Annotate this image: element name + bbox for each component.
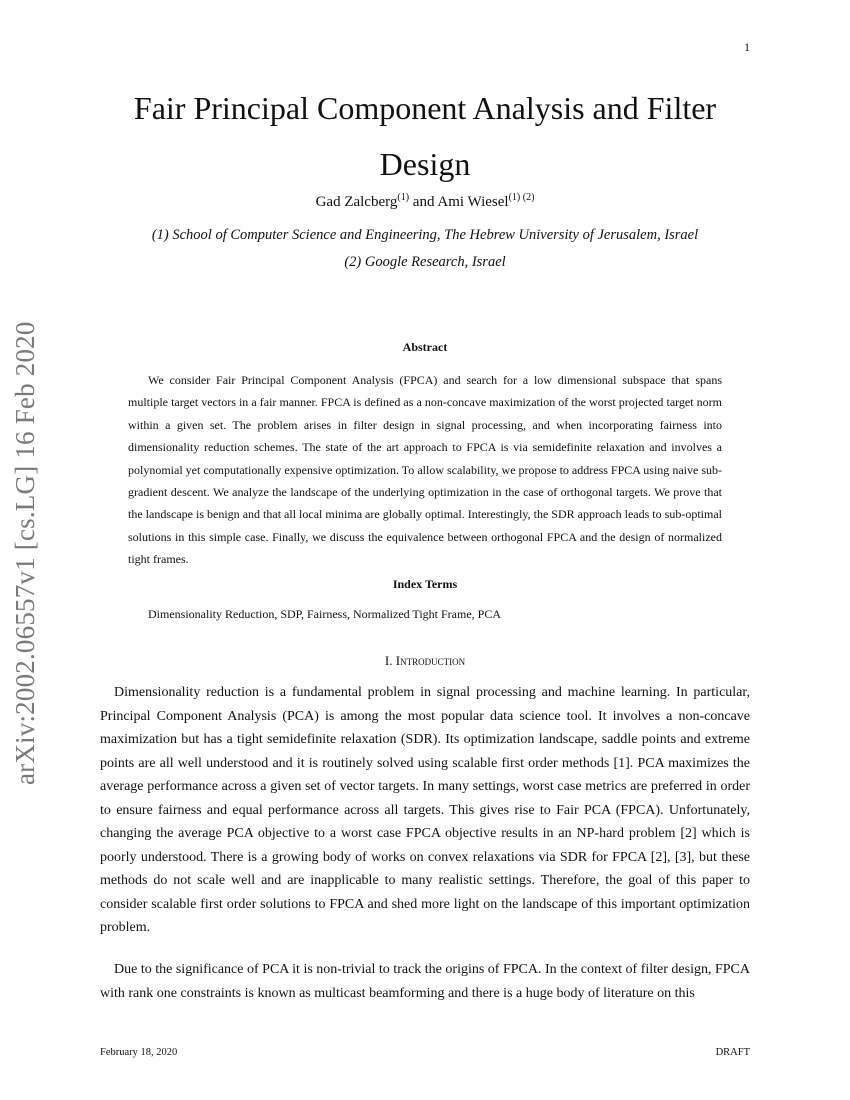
arxiv-identifier-text: arXiv:2002.06557v1 [cs.LG] 16 Feb 2020 <box>10 321 40 785</box>
affiliation-2: (2) Google Research, Israel <box>344 254 506 270</box>
author-name-2: Ami Wiesel <box>437 194 509 210</box>
introduction-paragraph-1: Dimensionality reduction is a fundamental problem in signal processing and machine learning. In particular, Principal Component Analysis (PCA) is among the most popular data science tool. It involves a non-concave maximization but has a tight semidefinite relaxation (SDR). Its optimization landscape, saddle points and extreme points are all well understood and it is routinely solved using scalable first order methods [1]. PCA maximizes the average performance across a given set of vector targets. In many settings, worst case metrics are preferred in order to ensure fairness and equal performance across all targets. This gives rise to Fair PCA (FPCA). Unfortunately, changing the average PCA objective to a worst case FPCA objective results in an NP-hard problem [2] which is poorly understood. There is a growing body of works on convex relaxations via SDR for FPCA [2], [3], but these methods do not scale well and are inapplicable to many realistic settings. Therefore, the goal of this paper to consider scalable first order solutions to FPCA and shed more light on the landscape of this important optimization problem. <box>100 685 750 935</box>
footer-date: February 18, 2020 <box>100 1047 178 1058</box>
author-name-1: Gad Zalcberg <box>315 194 398 210</box>
author-1-affiliation-mark: (1) <box>397 192 410 203</box>
footer-draft-label: DRAFT <box>715 1047 750 1058</box>
author-line <box>100 194 750 211</box>
author-2-affiliation-mark: (1) (2) <box>508 192 535 203</box>
author-conjunction: and <box>409 194 438 210</box>
paper-title: Fair Principal Component Analysis and Filter Design <box>133 90 717 182</box>
affiliation-1: (1) School of Computer Science and Engineering, The Hebrew University of Jerusalem, Israel <box>151 227 699 243</box>
abstract-body: We consider Fair Principal Component Analysis (FPCA) and search for a low dimensional subspace that spans multiple target vectors in a fair manner. FPCA is defined as a non-concave maximization of the worst projected target norm within a given set. The problem arises in filter design in signal processing, and when incorporating fairness into dimensionality reduction schemes. The state of the art approach to FPCA is via semidefinite relaxation and involves a polynomial yet computationally expensive optimization. To allow scalability, we propose to address FPCA using naive sub-gradient descent. We analyze the landscape of the underlying optimization in the case of orthogonal targets. We prove that the landscape is benign and that all local minima are globally optimal. Interestingly, the SDR approach leads to sub-optimal solutions in this simple case. Finally, we discuss the equivalence between orthogonal FPCA and the design of normalized tight frames. <box>128 373 722 567</box>
introduction-paragraph-2: Due to the significance of PCA it is non-trivial to track the origins of FPCA. In the context of filter design, FPCA with rank one constraints is known as multicast beamforming and there is a huge body of literature on this <box>100 962 750 1001</box>
page-number: 1 <box>744 40 750 54</box>
index-terms-heading: Index Terms <box>392 577 458 591</box>
abstract-heading: Abstract <box>402 340 448 354</box>
introduction-heading: I. Introduction <box>384 653 466 668</box>
arxiv-identifier-stamp <box>10 295 54 785</box>
index-terms-list: Dimensionality Reduction, SDP, Fairness, Normalized Tight Frame, PCA <box>148 607 501 621</box>
